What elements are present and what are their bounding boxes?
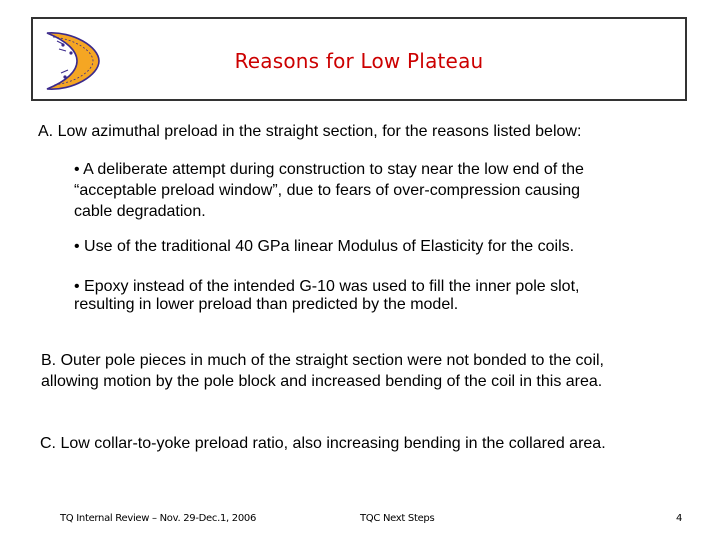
bullet-3-line-2: resulting in lower preload than predicted by the model. bbox=[74, 296, 459, 313]
bullet-3-line-1: • Epoxy instead of the intended G-10 was used to fill the inner pole slot, bbox=[74, 278, 580, 295]
bullet-1-line-2: “acceptable preload window”, due to fears of over-compression causing bbox=[74, 182, 581, 199]
bullet-1-line-1: • A deliberate attempt during construction to stay near the low end of the bbox=[74, 161, 584, 178]
bullet-2: • Use of the traditional 40 GPa linear Modulus of Elasticity for the coils. bbox=[74, 238, 575, 255]
point-b-line-1: B. Outer pole pieces in much of the straight section were not bonded to the coil, bbox=[41, 352, 604, 369]
title-box bbox=[31, 17, 687, 101]
bullet-1-line-3: cable degradation. bbox=[74, 203, 206, 220]
point-a: A. Low azimuthal preload in the straight section, for the reasons listed below: bbox=[38, 123, 582, 140]
page-title: Reasons for Low Plateau bbox=[234, 49, 484, 73]
page-number: 4 bbox=[676, 513, 683, 524]
footer-left: TQ Internal Review – Nov. 29-Dec.1, 2006 bbox=[60, 513, 257, 524]
point-c: C. Low collar-to-yoke preload ratio, also increasing bending in the collared area. bbox=[40, 435, 606, 452]
point-b-line-2: allowing motion by the pole block and increased bending of the coil in this area. bbox=[41, 373, 603, 390]
footer-center: TQC Next Steps bbox=[360, 513, 435, 524]
